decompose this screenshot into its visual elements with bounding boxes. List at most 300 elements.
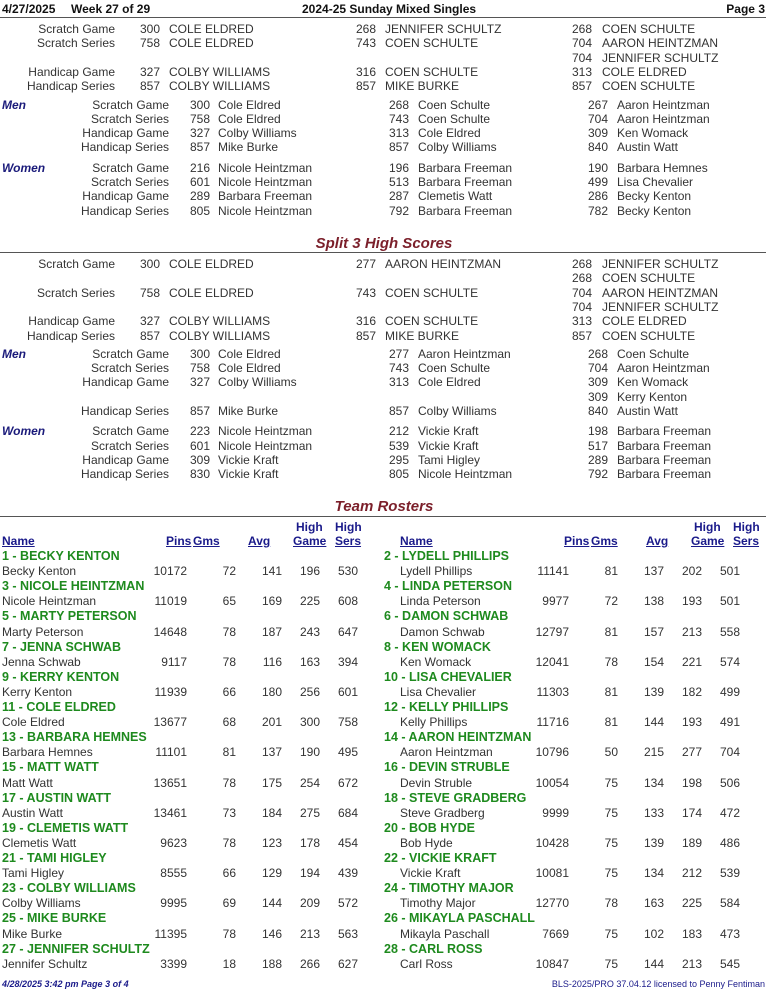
score-label: Handicap Game (82, 452, 169, 467)
games: 75 (604, 926, 618, 941)
bowler-name: Ken Womack (617, 126, 689, 141)
average: 134 (643, 775, 664, 790)
col-pins: Pins (564, 534, 590, 548)
pins: 11019 (154, 594, 187, 609)
average: 187 (261, 624, 282, 639)
team-name: 22 - VICKIE KRAFT (384, 851, 497, 865)
bowler-name: COLE ELDRED (169, 285, 254, 300)
high-game: 243 (299, 624, 320, 639)
bowler-name: JENNIFER SCHULTZ (602, 299, 719, 314)
score-value: 805 (189, 203, 210, 218)
score-value: 704 (587, 111, 608, 126)
score-value: 289 (189, 189, 210, 204)
average: 138 (643, 594, 664, 609)
men-heading: Men (2, 97, 26, 112)
men-heading: Men (2, 346, 26, 361)
score-label: Handicap Series (80, 404, 169, 418)
pins: 10428 (535, 836, 569, 850)
score-value: 223 (189, 424, 210, 439)
bowler-name: COEN SCHULTE (602, 271, 696, 286)
bowler-name: Coen Schulte (418, 111, 491, 126)
score-value: 313 (388, 126, 409, 141)
team-name: 8 - KEN WOMACK (384, 639, 491, 654)
bowler-name: Barbara Freeman (418, 160, 513, 175)
team-name: 7 - JENNA SCHWAB (2, 639, 121, 654)
score-value: 758 (139, 285, 160, 300)
team-name: 5 - MARTY PETERSON (2, 609, 137, 624)
score-value: 857 (355, 328, 376, 343)
high-game: 254 (299, 775, 320, 790)
team-name: 15 - MATT WATT (2, 760, 99, 775)
bowler-name: COLE ELDRED (602, 314, 687, 329)
bowler-name: Carl Ross (400, 956, 453, 971)
high-series: 499 (719, 685, 740, 699)
col-name: Name (2, 534, 35, 548)
score-value: 601 (189, 175, 210, 189)
bowler-name: COEN SCHULTE (385, 314, 479, 329)
high-game: 213 (299, 926, 320, 941)
average: 180 (261, 685, 282, 699)
score-label: Handicap Game (82, 375, 169, 390)
high-series: 539 (719, 866, 740, 881)
high-series: 563 (337, 926, 358, 941)
high-series: 501 (719, 564, 740, 579)
high-series: 472 (719, 805, 740, 820)
high-series: 684 (337, 805, 358, 820)
bowler-name: COLE ELDRED (169, 257, 254, 271)
high-series: 601 (337, 685, 358, 699)
score-value: 782 (587, 203, 608, 218)
games: 75 (604, 775, 618, 790)
high-series: 473 (719, 926, 740, 941)
bowler-name: Lydell Phillips (400, 564, 473, 579)
col-avg: Avg (248, 534, 271, 548)
score-value: 196 (388, 160, 409, 175)
pins: 10847 (535, 956, 569, 971)
score-value: 517 (587, 438, 608, 453)
bowler-name: Cole Eldred (218, 111, 281, 126)
league-name: 2024-25 Sunday Mixed Singles (302, 2, 477, 16)
score-label: Handicap Series (80, 203, 169, 218)
pins: 8555 (160, 866, 187, 881)
pins: 11303 (536, 685, 569, 699)
score-value: 300 (139, 257, 160, 271)
high-series: 558 (719, 624, 740, 639)
score-label: Scratch Game (92, 424, 169, 439)
high-series: 647 (337, 624, 358, 639)
bowler-name: Clemetis Watt (2, 836, 77, 850)
bowler-name: Mike Burke (218, 404, 279, 418)
high-game: 194 (299, 866, 320, 881)
score-value: 704 (571, 50, 592, 65)
score-value: 830 (189, 467, 210, 482)
footer-license: BLS-2025/PRO 37.04.12 licensed to Penny Fentiman (551, 979, 765, 989)
bowler-name: Barbara Freeman (617, 467, 712, 482)
high-game: 189 (681, 836, 702, 850)
bowler-name: Coen Schulte (617, 346, 690, 361)
bowler-name: Linda Peterson (400, 594, 481, 609)
split3-title: Split 3 High Scores (315, 235, 453, 252)
score-value: 743 (355, 285, 376, 300)
team-name: 1 - BECKY KENTON (2, 549, 120, 563)
high-game: 190 (299, 745, 320, 760)
games: 81 (604, 564, 618, 579)
team-name: 9 - KERRY KENTON (2, 669, 120, 684)
pins: 13461 (153, 805, 187, 820)
games: 68 (222, 715, 236, 730)
pins: 10796 (535, 745, 569, 760)
bowler-name: Nicole Heintzman (218, 160, 313, 175)
bowler-name: Nicole Heintzman (2, 594, 97, 609)
score-value: 268 (571, 271, 592, 286)
bowler-name: Devin Struble (400, 775, 473, 790)
score-value: 513 (388, 175, 409, 189)
score-value: 327 (189, 126, 210, 141)
score-label: Handicap Game (28, 64, 115, 79)
average: 139 (643, 685, 664, 699)
bowler-name: Kerry Kenton (2, 685, 73, 699)
bowler-name: Nicole Heintzman (218, 438, 313, 453)
pins: 12770 (535, 896, 569, 911)
bowler-name: Colby Williams (218, 375, 297, 390)
average: 201 (261, 715, 282, 730)
high-game: 183 (681, 926, 702, 941)
bowler-name: Vickie Kraft (218, 467, 279, 482)
bowler-name: Barbara Freeman (218, 189, 313, 204)
bowler-name: Lisa Chevalier (617, 175, 694, 189)
bowler-name: Colby Williams (2, 896, 81, 911)
col-high-sers-1: High (733, 520, 760, 534)
high-game: 178 (299, 836, 320, 850)
score-label: Scratch Game (92, 346, 169, 361)
games: 81 (604, 624, 618, 639)
team-name: 17 - AUSTIN WATT (2, 790, 112, 805)
score-value: 268 (587, 346, 608, 361)
bowler-name: Mike Burke (218, 140, 279, 155)
average: 215 (643, 745, 664, 760)
bowler-name: Austin Watt (617, 140, 678, 155)
score-value: 704 (571, 299, 592, 314)
bowler-name: Barbara Freeman (617, 452, 712, 467)
average: 137 (261, 745, 282, 760)
score-value: 792 (388, 203, 409, 218)
score-value: 309 (587, 389, 608, 404)
bowler-name: Vickie Kraft (418, 438, 479, 453)
col-high-game-1: High (296, 520, 323, 534)
games: 78 (604, 654, 618, 669)
average: 102 (643, 926, 664, 941)
bowler-name: Nicole Heintzman (218, 175, 313, 189)
bowler-name: JENNIFER SCHULTZ (602, 257, 719, 271)
team-name: 27 - JENNIFER SCHULTZ (2, 941, 150, 956)
high-game: 193 (681, 715, 702, 730)
high-series: 545 (719, 956, 740, 971)
score-value: 743 (388, 111, 409, 126)
games: 66 (222, 866, 236, 881)
bowler-name: Barbara Freeman (418, 203, 513, 218)
score-value: 857 (139, 328, 160, 343)
score-value: 316 (355, 314, 376, 329)
high-series: 501 (719, 594, 740, 609)
high-game: 213 (681, 624, 702, 639)
score-label: Scratch Series (90, 111, 169, 126)
games: 75 (604, 866, 618, 881)
games: 69 (222, 896, 236, 911)
bowler-name: Matt Watt (2, 775, 53, 790)
bowler-name: Barbara Freeman (418, 175, 513, 189)
score-label: Scratch Game (38, 257, 115, 271)
score-value: 499 (587, 175, 608, 189)
score-value: 268 (355, 22, 376, 36)
team-name: 6 - DAMON SCHWAB (384, 609, 509, 624)
games: 78 (604, 896, 618, 911)
team-name: 13 - BARBARA HEMNES (2, 730, 147, 745)
pins: 3399 (160, 956, 187, 971)
score-value: 758 (139, 36, 160, 51)
high-series: 454 (337, 836, 358, 850)
score-value: 268 (571, 257, 592, 271)
average: 129 (261, 866, 282, 881)
bowler-name: Cole Eldred (218, 361, 281, 376)
high-game: 196 (299, 564, 320, 579)
score-value: 743 (355, 36, 376, 51)
bowler-name: Coen Schulte (418, 361, 491, 376)
average: 144 (261, 896, 282, 911)
bowler-name: Cole Eldred (218, 346, 281, 361)
score-value: 792 (587, 467, 608, 482)
high-series: 704 (719, 745, 740, 760)
high-game: 256 (299, 685, 320, 699)
games: 75 (604, 956, 618, 971)
high-series: 506 (719, 775, 740, 790)
score-value: 287 (388, 189, 409, 204)
average: 144 (643, 715, 664, 730)
pins: 11141 (537, 564, 569, 579)
bowler-name: Barbara Hemnes (2, 745, 93, 760)
score-label: Handicap Game (82, 126, 169, 141)
games: 73 (222, 805, 236, 820)
team-name: 14 - AARON HEINTZMAN (384, 730, 532, 745)
average: 163 (643, 896, 664, 911)
score-label: Scratch Series (36, 36, 115, 51)
score-label: Scratch Series (90, 175, 169, 189)
team-name: 28 - CARL ROSS (384, 941, 483, 956)
score-label: Handicap Series (26, 328, 115, 343)
score-value: 857 (571, 328, 592, 343)
bowler-name: COEN SCHULTE (385, 64, 479, 79)
pins: 12041 (535, 654, 569, 669)
score-value: 316 (355, 64, 376, 79)
bowler-name: COLBY WILLIAMS (169, 314, 271, 329)
games: 66 (222, 685, 236, 699)
average: 141 (261, 564, 282, 579)
score-value: 309 (189, 452, 210, 467)
high-series: 495 (337, 745, 358, 760)
col-high-game-1: High (694, 520, 721, 534)
bowler-name: Vickie Kraft (218, 452, 279, 467)
high-series: 584 (719, 896, 740, 911)
pins: 10081 (535, 866, 569, 881)
bowler-name: Austin Watt (2, 805, 63, 820)
bowler-name: Nicole Heintzman (218, 203, 313, 218)
bowler-name: Timothy Major (400, 896, 476, 911)
games: 75 (604, 836, 618, 850)
high-game: 182 (681, 685, 702, 699)
bowler-name: COEN SCHULTE (385, 285, 479, 300)
pins: 11395 (154, 926, 187, 941)
average: 144 (643, 956, 664, 971)
high-game: 198 (681, 775, 702, 790)
high-game: 163 (299, 654, 320, 669)
score-value: 300 (139, 22, 160, 36)
bowler-name: Coen Schulte (418, 97, 491, 112)
high-series: 439 (337, 866, 358, 881)
score-value: 268 (388, 97, 409, 112)
average: 134 (643, 866, 664, 881)
average: 157 (643, 624, 664, 639)
col-name: Name (400, 534, 433, 548)
team-name: 10 - LISA CHEVALIER (384, 669, 512, 684)
pins: 10054 (535, 775, 569, 790)
high-series: 394 (337, 654, 358, 669)
score-value: 313 (571, 314, 592, 329)
score-label: Handicap Series (80, 140, 169, 155)
score-value: 704 (587, 361, 608, 376)
score-value: 327 (139, 64, 160, 79)
bowler-name: MIKE BURKE (385, 328, 460, 343)
average: 139 (643, 836, 664, 850)
average: 169 (261, 594, 282, 609)
games: 81 (604, 715, 618, 730)
high-game: 174 (681, 805, 702, 820)
games: 72 (604, 594, 618, 609)
score-label: Handicap Game (82, 189, 169, 204)
bowler-name: COLE ELDRED (169, 22, 254, 36)
high-series: 574 (719, 654, 740, 669)
team-name: 21 - TAMI HIGLEY (2, 851, 107, 865)
pins: 13651 (153, 775, 187, 790)
bowler-name: Cole Eldred (418, 126, 481, 141)
score-value: 539 (388, 438, 409, 453)
score-value: 295 (388, 452, 409, 467)
high-game: 213 (681, 956, 702, 971)
average: 188 (261, 956, 282, 971)
score-label: Scratch Series (36, 285, 115, 300)
score-value: 857 (189, 404, 210, 418)
high-game: 225 (681, 896, 702, 911)
score-value: 216 (189, 160, 210, 175)
average: 154 (643, 654, 664, 669)
pins: 9999 (542, 805, 569, 820)
pins: 14648 (153, 624, 187, 639)
bowler-name: Colby Williams (418, 140, 497, 155)
games: 78 (222, 654, 236, 669)
score-value: 267 (587, 97, 608, 112)
bowler-name: Steve Gradberg (400, 805, 485, 820)
bowler-name: Tami Higley (418, 452, 481, 467)
average: 133 (643, 805, 664, 820)
score-value: 268 (571, 22, 592, 36)
score-value: 840 (587, 404, 608, 418)
bowler-name: Mikayla Paschall (400, 926, 490, 941)
score-value: 743 (388, 361, 409, 376)
bowler-name: COLE ELDRED (169, 36, 254, 51)
bowler-name: COEN SCHULTE (602, 22, 696, 36)
team-name: 23 - COLBY WILLIAMS (2, 881, 136, 896)
score-value: 277 (355, 257, 376, 271)
pins: 7669 (542, 926, 569, 941)
col-pins: Pins (166, 534, 192, 548)
high-series: 758 (337, 715, 358, 730)
bowler-name: Lisa Chevalier (400, 685, 477, 699)
bowler-name: Marty Peterson (2, 624, 84, 639)
score-value: 601 (189, 438, 210, 453)
games: 81 (604, 685, 618, 699)
bowler-name: Jenna Schwab (2, 654, 81, 669)
bowler-name: COEN SCHULTE (385, 36, 479, 51)
bowler-name: COLBY WILLIAMS (169, 79, 271, 94)
games: 65 (222, 594, 236, 609)
bowler-name: Ken Womack (617, 375, 689, 390)
games: 78 (222, 775, 236, 790)
team-name: 4 - LINDA PETERSON (384, 579, 513, 594)
bowler-name: JENNIFER SCHULTZ (602, 50, 719, 65)
high-game: 202 (681, 564, 702, 579)
score-value: 212 (388, 424, 409, 439)
bowler-name: Aaron Heintzman (617, 361, 710, 376)
score-value: 857 (189, 140, 210, 155)
bowler-name: Cole Eldred (418, 375, 481, 390)
score-value: 300 (189, 97, 210, 112)
high-series: 491 (719, 715, 740, 730)
high-series: 672 (337, 775, 358, 790)
score-label: Handicap Series (26, 79, 115, 94)
average: 146 (261, 926, 282, 941)
bowler-name: Damon Schwab (400, 624, 485, 639)
page-number: Page 3 (726, 2, 765, 16)
games: 72 (222, 564, 236, 579)
bowler-name: COLBY WILLIAMS (169, 64, 271, 79)
team-name: 12 - KELLY PHILLIPS (384, 700, 509, 714)
team-name: 20 - BOB HYDE (384, 820, 475, 835)
high-game: 300 (299, 715, 320, 730)
bowler-name: Barbara Freeman (617, 438, 712, 453)
col-high-sers-2: Sers (733, 534, 760, 548)
bowler-name: MIKE BURKE (385, 79, 460, 94)
high-game: 275 (299, 805, 320, 820)
bowler-name: Aaron Heintzman (400, 745, 493, 760)
rosters-rule (0, 516, 766, 517)
col-gms: Gms (193, 534, 220, 548)
score-value: 309 (587, 375, 608, 390)
bowler-name: Tami Higley (2, 866, 65, 881)
header-rule (0, 17, 766, 18)
bowler-name: Cole Eldred (2, 715, 65, 730)
bowler-name: Becky Kenton (617, 203, 692, 218)
bowler-name: Nicole Heintzman (418, 467, 513, 482)
score-value: 857 (355, 79, 376, 94)
bowler-name: Aaron Heintzman (617, 111, 710, 126)
games: 18 (222, 956, 236, 971)
score-value: 313 (571, 64, 592, 79)
high-series: 608 (337, 594, 358, 609)
bowler-name: Becky Kenton (2, 564, 77, 579)
team-name: 3 - NICOLE HEINTZMAN (2, 579, 145, 594)
team-name: 26 - MIKAYLA PASCHALL (384, 911, 535, 926)
bowler-name: Colby Williams (418, 404, 497, 418)
high-game: 209 (299, 896, 320, 911)
pins: 9995 (160, 896, 187, 911)
